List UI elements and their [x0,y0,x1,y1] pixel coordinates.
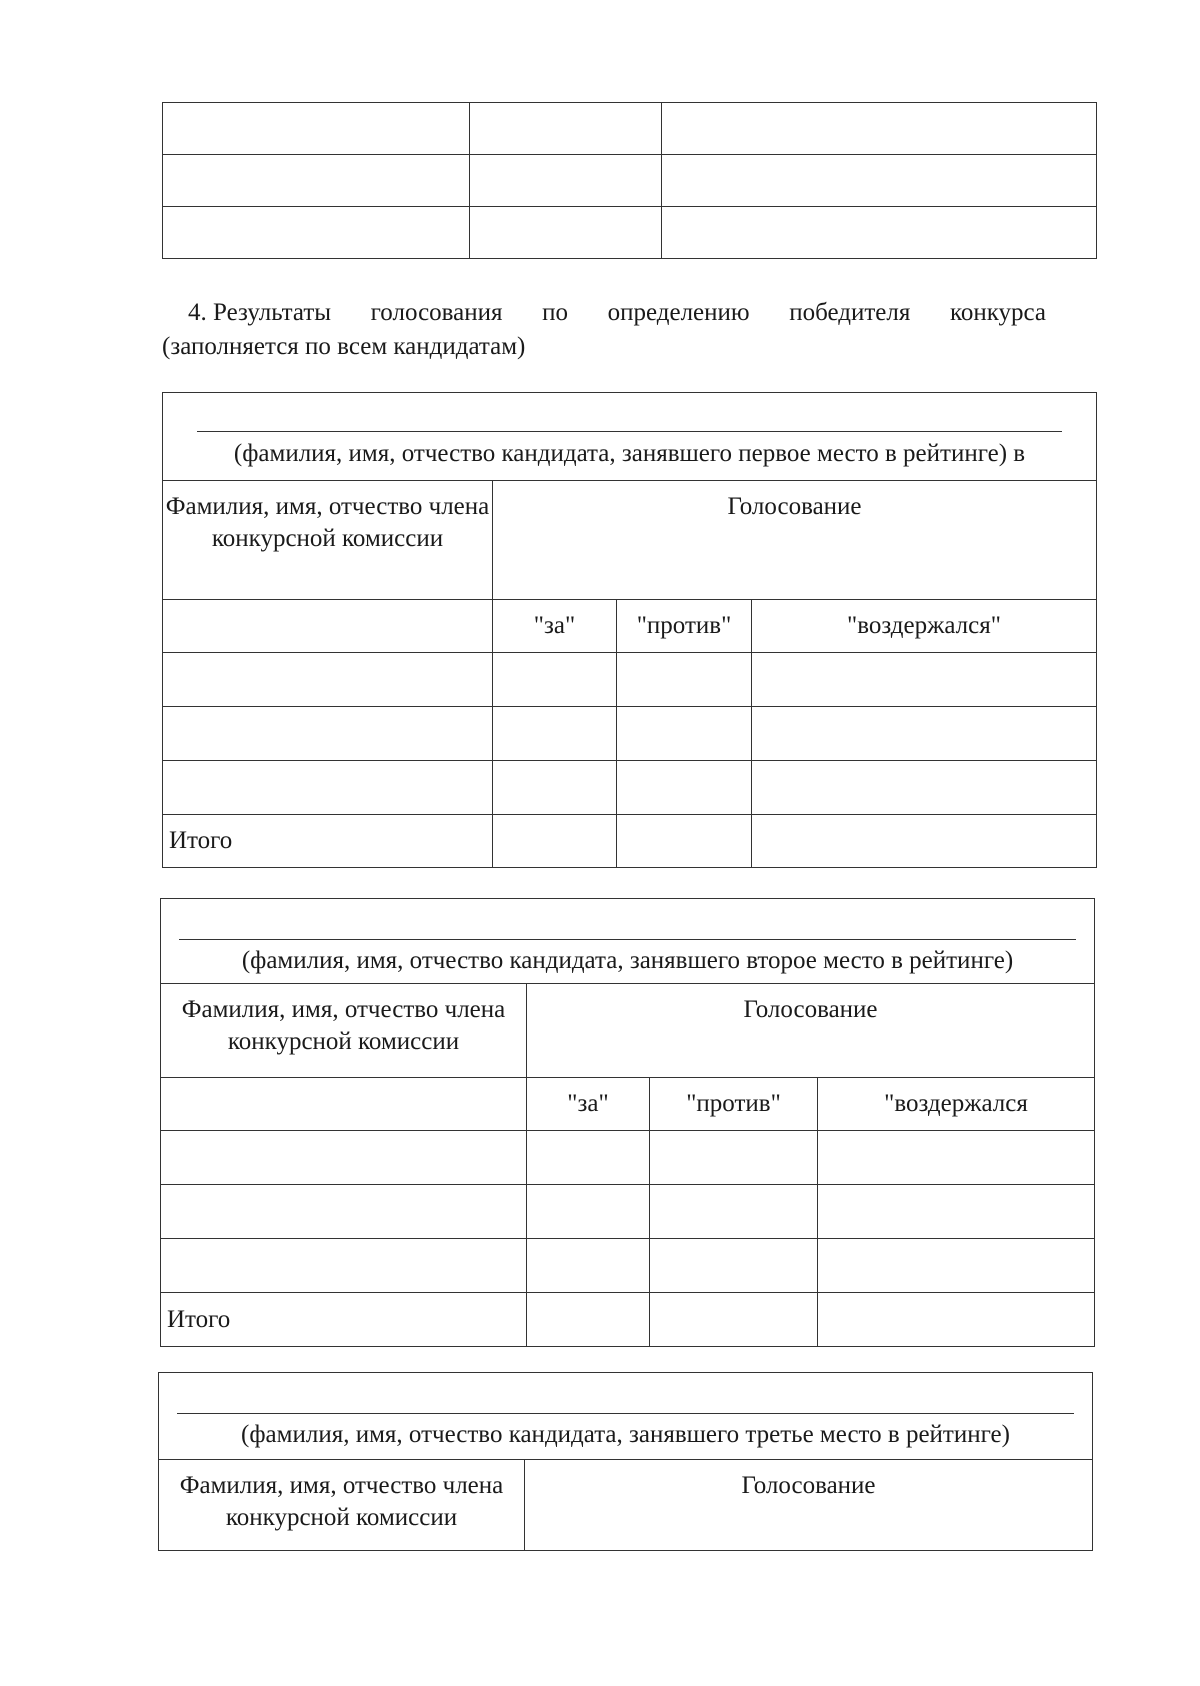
candidate-name-blank-line [197,431,1062,432]
table-cell[interactable] [493,653,617,707]
table-cell[interactable] [818,1131,1095,1185]
table-cell[interactable] [752,815,1097,868]
section-title-part: 4. Результаты [188,299,332,326]
first-place-voting-table [162,392,1097,868]
member-name-header: Фамилия, имя, отчество члена конкурсной комиссии [163,481,493,600]
candidate-caption: (фамилия, имя, отчество кандидата, занявшего третье место в рейтинге) [241,1421,1010,1448]
table-row [163,815,1097,868]
table-cell[interactable] [617,653,752,707]
column-abstain-header: "воздержался [818,1078,1095,1131]
column-abstain-header: "воздержался" [752,600,1097,653]
candidate-caption: (фамилия, имя, отчество кандидата, занявшего второе место в рейтинге) [241,947,1014,974]
table-cell[interactable] [470,207,662,259]
table-row [163,653,1097,707]
table-row [161,899,1095,984]
table-cell[interactable] [818,1185,1095,1239]
section-heading [162,296,1046,364]
candidate-caption: (фамилия, имя, отчество кандидата, занявшего первое место в рейтинге) в [233,440,1026,467]
table-cell[interactable] [470,103,662,155]
voting-header: Голосование [525,1460,1093,1551]
total-label: Итого [163,815,493,868]
table-row [163,207,1097,259]
table-cell[interactable] [493,707,617,761]
table-row [161,1239,1095,1293]
table-cell[interactable] [527,1131,650,1185]
table-row [159,1460,1093,1551]
section-heading-line2: (заполняется по всем кандидатам) [162,333,526,360]
table-cell[interactable] [161,1131,527,1185]
table-row [161,1131,1095,1185]
table-row [161,984,1095,1078]
table-cell[interactable] [662,155,1097,207]
table-cell[interactable] [662,103,1097,155]
column-for-header: "за" [493,600,617,653]
table-cell[interactable] [617,761,752,815]
table-cell[interactable] [650,1185,818,1239]
table-cell[interactable] [163,707,493,761]
table-cell[interactable] [527,1293,650,1347]
member-name-header: Фамилия, имя, отчество члена конкурсной комиссии [159,1460,525,1551]
section-title-word: голосования [370,299,503,326]
table-row [161,1185,1095,1239]
table-cell[interactable] [752,761,1097,815]
section-title-word: определению [607,299,750,326]
candidate-name-cell[interactable] [163,393,1097,481]
table-row [163,103,1097,155]
candidate-name-cell[interactable] [161,899,1095,984]
member-name-header: Фамилия, имя, отчество члена конкурсной комиссии [161,984,527,1078]
table-cell[interactable] [818,1293,1095,1347]
table-cell[interactable] [163,155,470,207]
table-cell[interactable] [163,653,493,707]
table-cell[interactable] [163,207,470,259]
table-cell[interactable] [617,815,752,868]
table-cell[interactable] [662,207,1097,259]
table-cell[interactable] [161,1185,527,1239]
table-cell[interactable] [752,653,1097,707]
candidate-name-blank-line [177,1413,1074,1414]
section-title-word: по [542,299,568,326]
voting-header: Голосование [527,984,1095,1078]
table-row [163,600,1097,653]
table-cell[interactable] [161,1078,527,1131]
third-place-voting-table [158,1372,1093,1551]
table-cell[interactable] [493,815,617,868]
voting-header: Голосование [493,481,1097,600]
second-place-voting-table [160,898,1095,1347]
previous-section-table [162,102,1097,259]
table-cell[interactable] [493,761,617,815]
table-cell[interactable] [470,155,662,207]
table-row [159,1373,1093,1460]
table-row [163,761,1097,815]
table-cell[interactable] [163,600,493,653]
candidate-name-cell[interactable] [159,1373,1093,1460]
total-label: Итого [161,1293,527,1347]
table-cell[interactable] [163,103,470,155]
table-row [163,707,1097,761]
section-title-word: победителя [789,299,911,326]
table-cell[interactable] [527,1239,650,1293]
table-cell[interactable] [161,1239,527,1293]
table-cell[interactable] [752,707,1097,761]
section-heading-line1 [162,296,1046,330]
table-cell[interactable] [527,1185,650,1239]
table-cell[interactable] [617,707,752,761]
table-row [163,155,1097,207]
column-against-header: "против" [650,1078,818,1131]
table-cell[interactable] [163,761,493,815]
table-row [161,1293,1095,1347]
table-row [163,393,1097,481]
section-title-word: конкурса [949,299,1046,326]
table-row [163,481,1097,600]
column-against-header: "против" [617,600,752,653]
candidate-name-blank-line [179,939,1076,940]
table-cell[interactable] [650,1293,818,1347]
table-cell[interactable] [818,1239,1095,1293]
table-row [161,1078,1095,1131]
column-for-header: "за" [527,1078,650,1131]
table-cell[interactable] [650,1239,818,1293]
table-cell[interactable] [650,1131,818,1185]
